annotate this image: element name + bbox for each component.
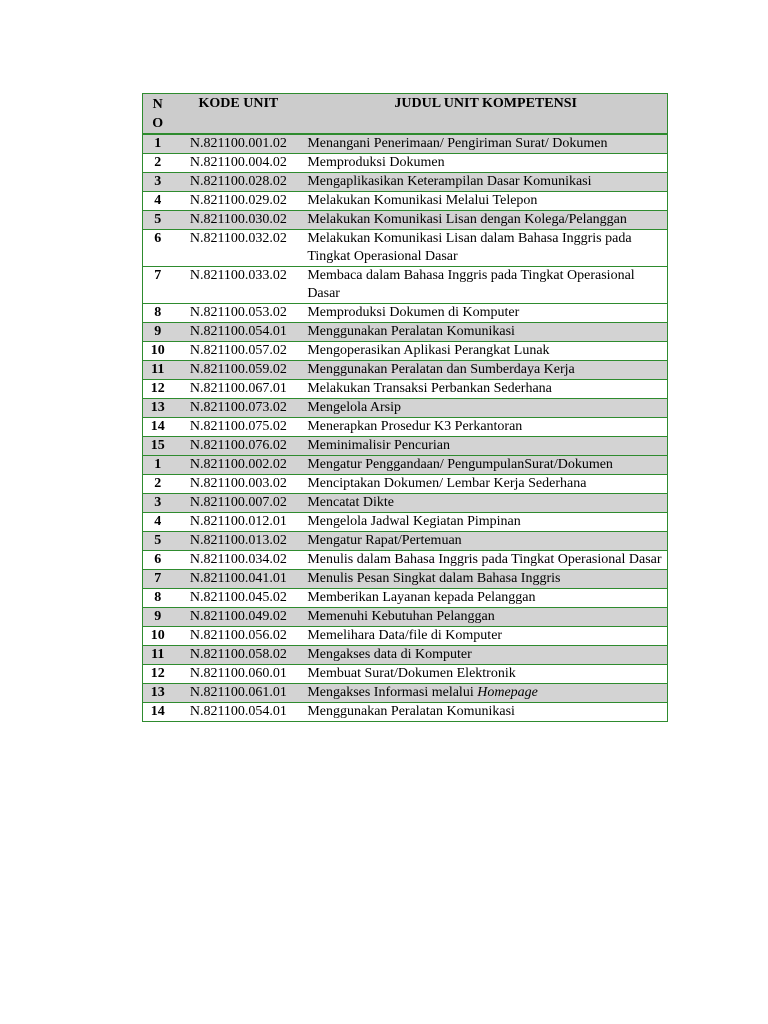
row-no: 14 [143, 703, 173, 722]
row-title: Menggunakan Peralatan dan Sumberdaya Kerja [304, 361, 667, 380]
table-row [143, 323, 668, 342]
row-title: Menciptakan Dokumen/ Lembar Kerja Sederhana [304, 475, 667, 494]
table-row [143, 211, 668, 230]
table-row [143, 361, 668, 380]
row-no: 12 [143, 665, 173, 684]
table-row [143, 646, 668, 665]
row-title: Meminimalisir Pencurian [304, 437, 667, 456]
row-title: Menulis dalam Bahasa Inggris pada Tingkat Operasional Dasar [304, 551, 667, 570]
row-code: N.821100.003.02 [172, 475, 304, 494]
row-no: 1 [143, 456, 173, 475]
row-code: N.821100.053.02 [172, 304, 304, 323]
row-code: N.821100.054.01 [172, 703, 304, 722]
row-title: Mengoperasikan Aplikasi Perangkat Lunak [304, 342, 667, 361]
row-no: 11 [143, 646, 173, 665]
row-title: Mengakses data di Komputer [304, 646, 667, 665]
table-row [143, 532, 668, 551]
row-code: N.821100.057.02 [172, 342, 304, 361]
competency-table-container [142, 93, 668, 722]
row-no: 9 [143, 608, 173, 627]
row-title: Melakukan Komunikasi Lisan dengan Kolega/Pelanggan [304, 211, 667, 230]
row-title-text: Mengakses Informasi melalui [307, 685, 478, 700]
row-no: 8 [143, 304, 173, 323]
row-no: 11 [143, 361, 173, 380]
row-title: Memproduksi Dokumen di Komputer [304, 304, 667, 323]
row-no: 7 [143, 570, 173, 589]
row-code: N.821100.073.02 [172, 399, 304, 418]
row-no: 4 [143, 513, 173, 532]
table-row [143, 304, 668, 323]
row-code: N.821100.067.01 [172, 380, 304, 399]
table-row [143, 513, 668, 532]
row-code: N.821100.059.02 [172, 361, 304, 380]
row-code: N.821100.041.01 [172, 570, 304, 589]
row-title: Membuat Surat/Dokumen Elektronik [304, 665, 667, 684]
row-title: Menggunakan Peralatan Komunikasi [304, 323, 667, 342]
row-no: 2 [143, 475, 173, 494]
row-title: Mengatur Rapat/Pertemuan [304, 532, 667, 551]
row-no: 3 [143, 494, 173, 513]
row-code: N.821100.030.02 [172, 211, 304, 230]
row-code: N.821100.076.02 [172, 437, 304, 456]
row-no: 14 [143, 418, 173, 437]
row-code: N.821100.029.02 [172, 192, 304, 211]
table-row [143, 475, 668, 494]
row-title [304, 684, 667, 703]
table-body [143, 134, 668, 722]
row-title: Mengaplikasikan Keterampilan Dasar Komunikasi [304, 173, 667, 192]
row-code: N.821100.058.02 [172, 646, 304, 665]
row-title-homepage: Homepage [477, 685, 538, 700]
row-no: 6 [143, 230, 173, 267]
header-no-line2: O [152, 116, 164, 131]
row-code: N.821100.056.02 [172, 627, 304, 646]
row-no: 6 [143, 551, 173, 570]
table-row [143, 703, 668, 722]
table-row [143, 342, 668, 361]
row-code: N.821100.034.02 [172, 551, 304, 570]
row-code: N.821100.049.02 [172, 608, 304, 627]
header-no [143, 94, 173, 135]
row-title: Menerapkan Prosedur K3 Perkantoran [304, 418, 667, 437]
row-no: 8 [143, 589, 173, 608]
row-title: Memproduksi Dokumen [304, 154, 667, 173]
row-code: N.821100.012.01 [172, 513, 304, 532]
table-row [143, 267, 668, 304]
row-no: 13 [143, 399, 173, 418]
row-code: N.821100.061.01 [172, 684, 304, 703]
row-no: 3 [143, 173, 173, 192]
row-no: 5 [143, 211, 173, 230]
table-row [143, 494, 668, 513]
row-no: 9 [143, 323, 173, 342]
row-code: N.821100.032.02 [172, 230, 304, 267]
table-row [143, 551, 668, 570]
row-title: Mengelola Jadwal Kegiatan Pimpinan [304, 513, 667, 532]
row-title: Memenuhi Kebutuhan Pelanggan [304, 608, 667, 627]
table-row [143, 627, 668, 646]
row-no: 10 [143, 627, 173, 646]
row-title: Melakukan Komunikasi Melalui Telepon [304, 192, 667, 211]
table-row [143, 418, 668, 437]
table-row [143, 608, 668, 627]
row-code: N.821100.054.01 [172, 323, 304, 342]
table-header [143, 94, 668, 135]
row-title: Menulis Pesan Singkat dalam Bahasa Inggris [304, 570, 667, 589]
table-row [143, 154, 668, 173]
table-row [143, 399, 668, 418]
table-row [143, 173, 668, 192]
row-code: N.821100.004.02 [172, 154, 304, 173]
row-title: Membaca dalam Bahasa Inggris pada Tingkat Operasional Dasar [304, 267, 667, 304]
table-row [143, 589, 668, 608]
row-title: Mengelola Arsip [304, 399, 667, 418]
row-no: 10 [143, 342, 173, 361]
row-title: Mencatat Dikte [304, 494, 667, 513]
row-title: Memberikan Layanan kepada Pelanggan [304, 589, 667, 608]
header-row [143, 94, 668, 135]
row-title: Menggunakan Peralatan Komunikasi [304, 703, 667, 722]
row-code: N.821100.001.02 [172, 134, 304, 154]
table-row [143, 230, 668, 267]
header-no-line1: N [152, 97, 163, 112]
table-row [143, 192, 668, 211]
table-row [143, 665, 668, 684]
table-row [143, 380, 668, 399]
row-no: 5 [143, 532, 173, 551]
row-no: 7 [143, 267, 173, 304]
row-no: 1 [143, 134, 173, 154]
table-row [143, 456, 668, 475]
row-no: 4 [143, 192, 173, 211]
table-row [143, 570, 668, 589]
row-title: Menangani Penerimaan/ Pengiriman Surat/ Dokumen [304, 134, 667, 154]
row-code: N.821100.002.02 [172, 456, 304, 475]
row-no: 15 [143, 437, 173, 456]
row-code: N.821100.013.02 [172, 532, 304, 551]
row-title: Melakukan Transaksi Perbankan Sederhana [304, 380, 667, 399]
row-code: N.821100.007.02 [172, 494, 304, 513]
row-code: N.821100.075.02 [172, 418, 304, 437]
row-code: N.821100.028.02 [172, 173, 304, 192]
row-title: Mengatur Penggandaan/ PengumpulanSurat/Dokumen [304, 456, 667, 475]
row-title: Melakukan Komunikasi Lisan dalam Bahasa Inggris pada Tingkat Operasional Dasar [304, 230, 667, 267]
row-no: 12 [143, 380, 173, 399]
table-row [143, 134, 668, 154]
header-code: KODE UNIT [172, 94, 304, 135]
competency-table [142, 93, 668, 722]
row-code: N.821100.045.02 [172, 589, 304, 608]
row-code: N.821100.033.02 [172, 267, 304, 304]
row-no: 13 [143, 684, 173, 703]
row-code: N.821100.060.01 [172, 665, 304, 684]
table-row [143, 684, 668, 703]
row-title: Memelihara Data/file di Komputer [304, 627, 667, 646]
header-title: JUDUL UNIT KOMPETENSI [304, 94, 667, 135]
row-no: 2 [143, 154, 173, 173]
table-row [143, 437, 668, 456]
